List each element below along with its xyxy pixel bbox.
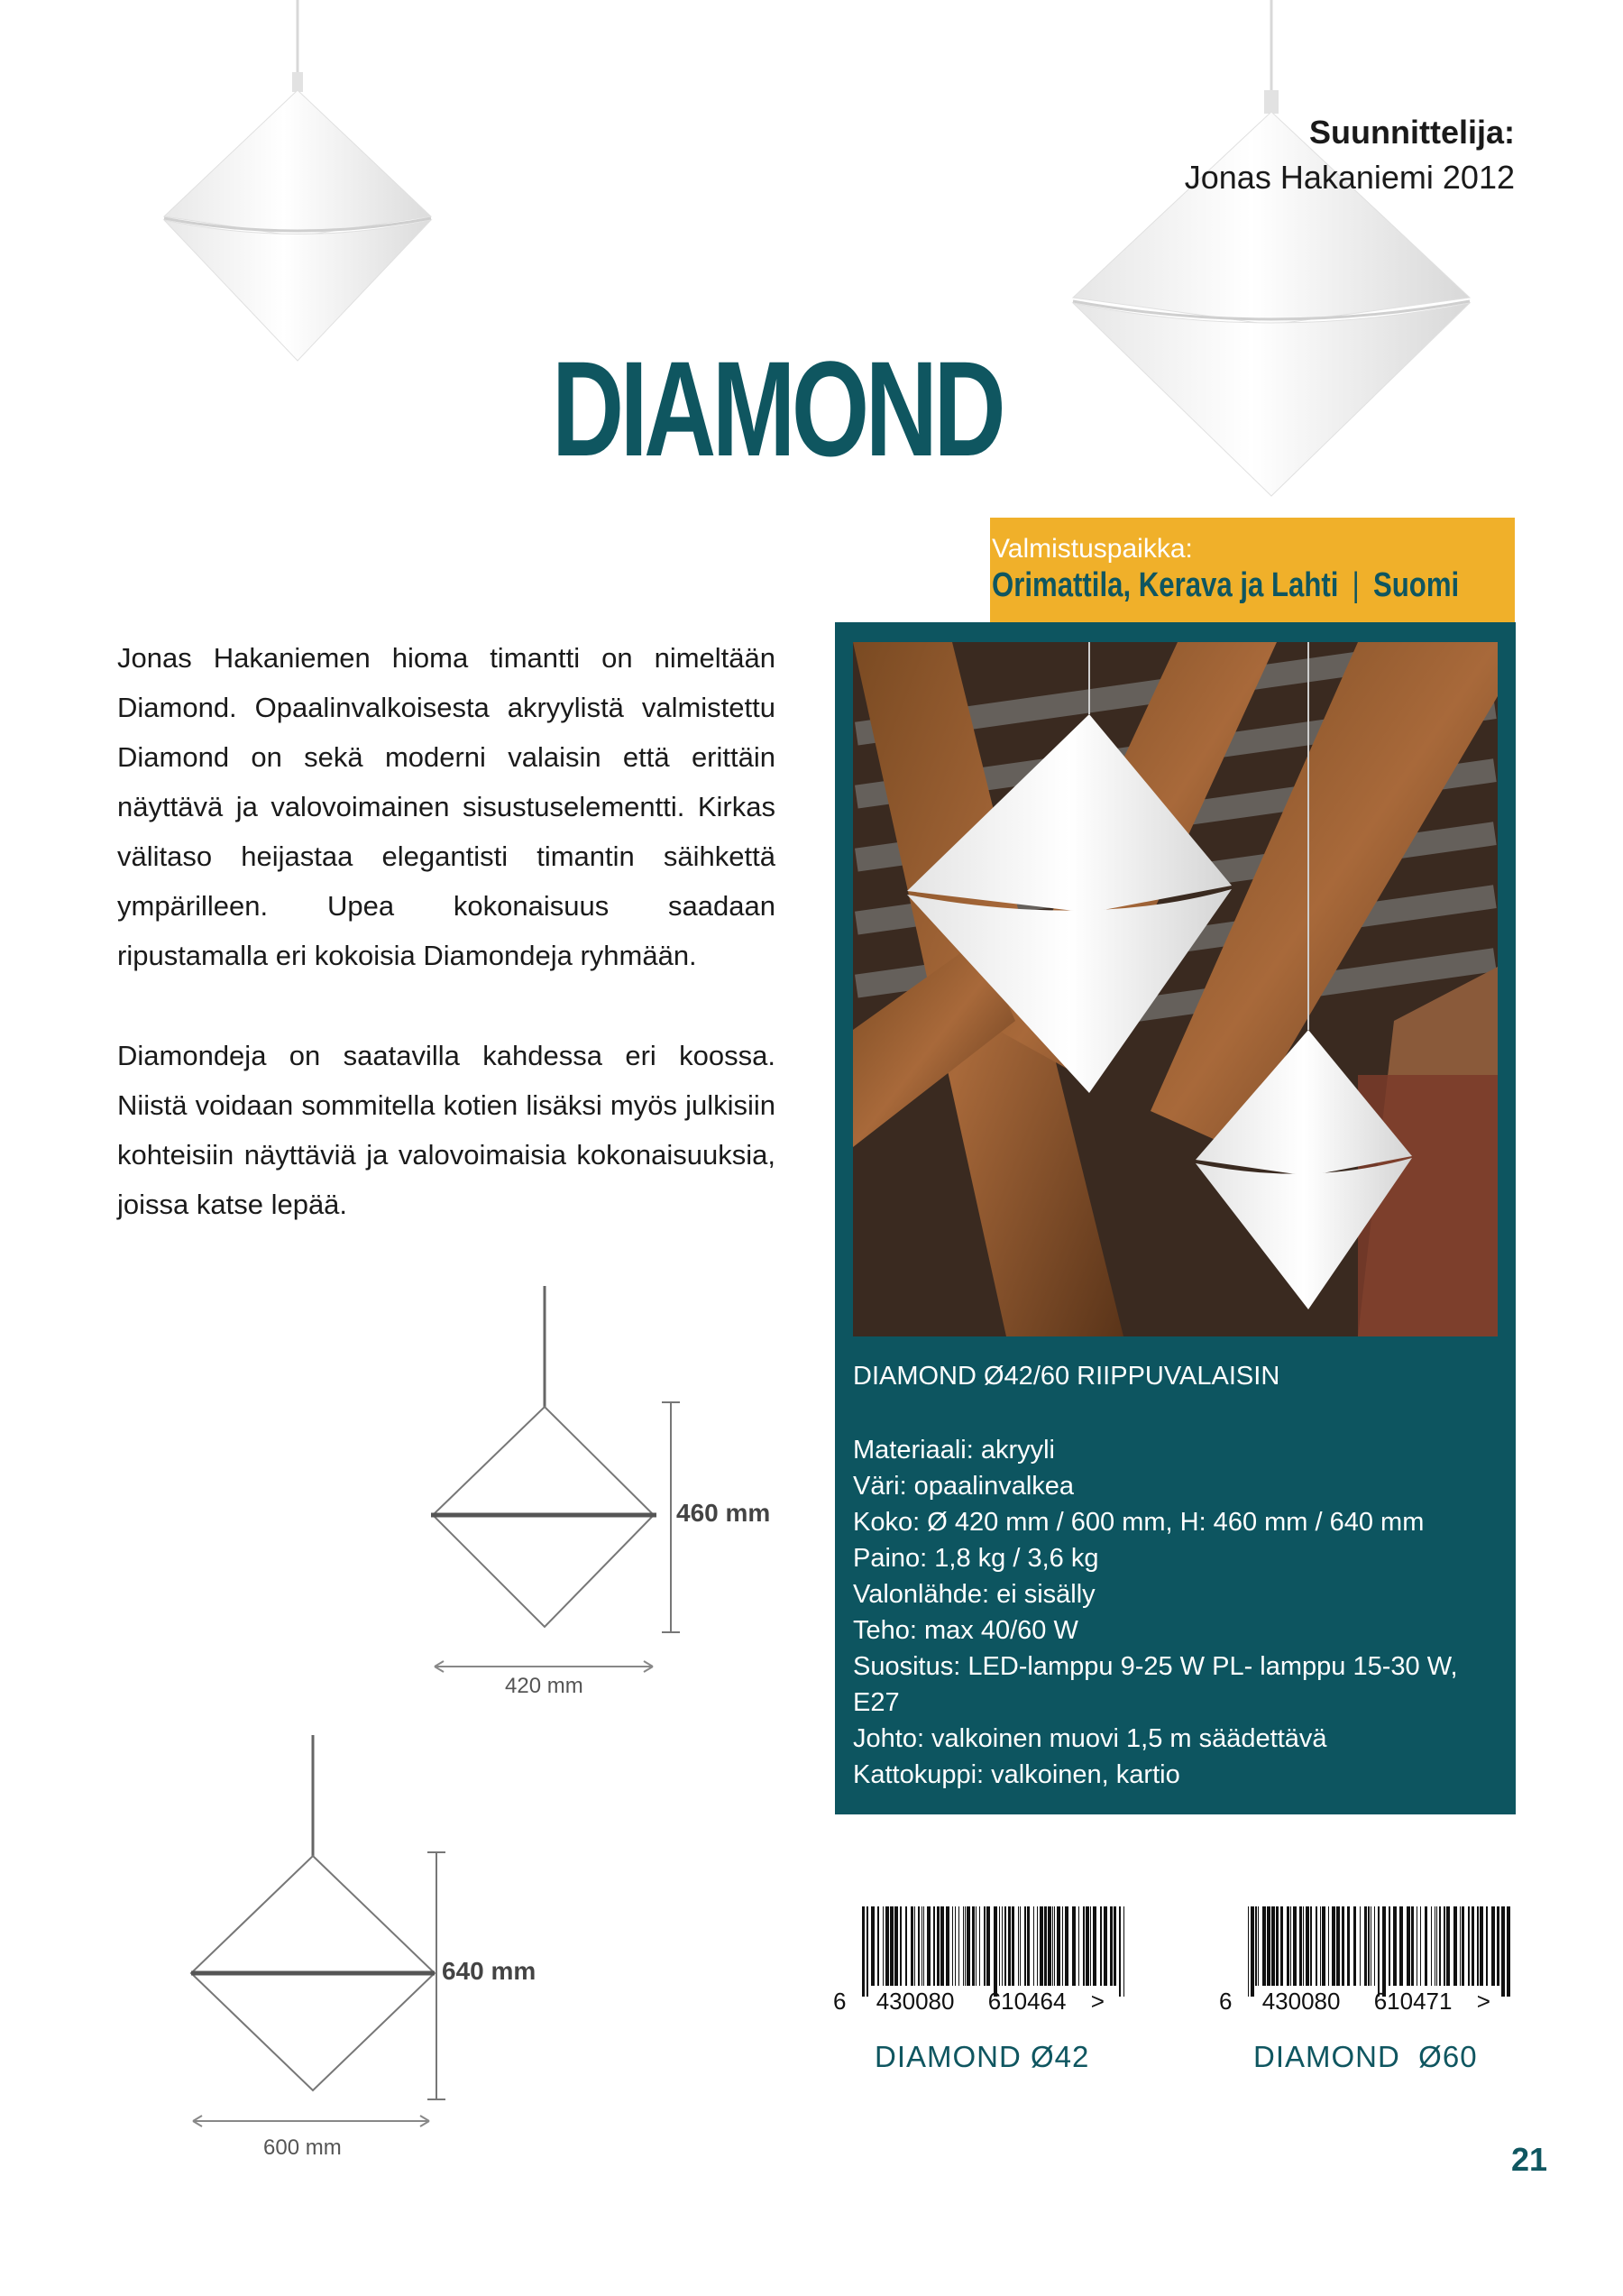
barcode-bar	[1287, 1906, 1289, 1986]
barcode-bar	[1037, 1906, 1038, 1986]
barcode-1-group2: 610464	[987, 1988, 1067, 2015]
barcode-bar	[940, 1906, 944, 1986]
barcode-bar	[1347, 1906, 1350, 1986]
barcode-bar	[883, 1906, 884, 1986]
barcode-bar	[963, 1906, 964, 1986]
barcode-1-tail: >	[1090, 1988, 1105, 2015]
barcode-bar	[890, 1906, 894, 1986]
barcode-bar	[1083, 1906, 1085, 1986]
barcode-bar	[1378, 1906, 1380, 1997]
barcode-bar	[927, 1906, 931, 1986]
dimension-diagram-large	[189, 1731, 460, 2101]
barcode-bar	[1477, 1906, 1479, 1986]
barcode-bar	[955, 1906, 956, 1986]
spec-item: Väri: opaalinvalkea	[853, 1472, 1075, 1501]
barcode-bar	[933, 1906, 935, 1986]
barcode-bar	[999, 1906, 1000, 1986]
barcode-bar	[1290, 1906, 1291, 1986]
designer-name: Jonas Hakaniemi 2012	[1184, 159, 1515, 196]
spec-item: Kattokuppi: valkoinen, kartio	[853, 1760, 1180, 1789]
barcode-bar	[877, 1906, 879, 1986]
width-label-small: 420 mm	[505, 1674, 583, 1698]
barcode-bar	[867, 1906, 868, 1997]
barcode-bar	[1411, 1906, 1414, 1986]
barcode-bar	[979, 1906, 980, 1986]
barcode-bar	[1078, 1906, 1079, 1986]
barcode-1-number	[833, 1988, 1105, 2016]
barcode-bar	[1399, 1906, 1403, 1986]
barcode-bar	[1258, 1906, 1259, 1986]
barcode-bar	[1114, 1906, 1116, 1986]
barcode-bar	[1062, 1906, 1063, 1986]
dimension-diagram-small	[424, 1272, 802, 1650]
barcode-bar	[1262, 1906, 1266, 1986]
spec-item: Teho: max 40/60 W	[853, 1616, 1078, 1645]
barcode-bar	[1008, 1906, 1011, 1986]
barcode-bar	[1420, 1906, 1421, 1986]
barcode-bar	[946, 1906, 949, 1986]
product-code-2: DIAMOND Ø60	[1253, 2040, 1478, 2073]
barcode-bar	[1368, 1906, 1370, 1986]
barcode-bar	[885, 1906, 889, 1986]
barcode-1-group1: 430080	[876, 1988, 955, 2015]
barcode-bar	[1393, 1906, 1397, 1986]
barcode-bar	[1044, 1906, 1047, 1986]
barcode-bar	[1057, 1906, 1060, 1986]
barcode-bar	[1303, 1906, 1304, 1986]
barcode-2-group1: 430080	[1261, 1988, 1341, 2015]
barcode-bar	[1444, 1906, 1445, 1986]
barcode-bar	[1332, 1906, 1335, 1986]
origin-label: Valmistuspaikka:	[992, 534, 1193, 564]
barcode-bar	[1374, 1906, 1375, 1986]
barcode-2-bars	[1248, 1906, 1510, 1997]
barcode-bar	[871, 1906, 875, 1986]
barcode-bar	[1316, 1906, 1317, 1986]
barcode-bar	[1052, 1906, 1053, 1986]
hanging-lamp-small-image	[144, 0, 451, 379]
barcode-bar	[1486, 1906, 1488, 1986]
barcode-bar	[1012, 1906, 1014, 1986]
barcode-1-bars	[862, 1906, 1124, 1997]
barcode-bar	[923, 1906, 924, 1986]
barcode-bar	[1382, 1906, 1386, 1997]
barcode-bar	[1320, 1906, 1321, 1986]
barcode-bar	[986, 1906, 990, 1986]
barcode-bar	[1040, 1906, 1043, 1986]
barcode-bar	[1322, 1906, 1325, 1986]
barcode-bar	[1004, 1906, 1006, 1986]
height-label-large: 640 mm	[442, 1957, 536, 1985]
origin-separator: |	[1352, 566, 1360, 604]
barcode-bar	[1110, 1906, 1113, 1986]
barcode-bar	[965, 1906, 966, 1986]
barcode-bar	[1065, 1906, 1068, 1986]
barcode-bar	[984, 1906, 986, 1986]
barcode-bar	[976, 1906, 977, 1986]
barcode-bar	[1342, 1906, 1344, 1986]
barcode-bar	[972, 1906, 975, 1986]
barcode-2-number	[1219, 1988, 1490, 2016]
barcode-bar	[1360, 1906, 1361, 1986]
barcode-bar	[1267, 1906, 1270, 1986]
barcode-bar	[1033, 1906, 1034, 1986]
barcode-bar	[1407, 1906, 1410, 1986]
barcode-bar	[1119, 1906, 1121, 1997]
barcode-bar	[1328, 1906, 1329, 1986]
barcode-bar	[967, 1906, 970, 1986]
barcode-bar	[1310, 1906, 1312, 1986]
barcode-bar	[1439, 1906, 1441, 1986]
page-number: 21	[1511, 2141, 1548, 2178]
width-arrow-small	[431, 1658, 656, 1676]
barcode-bar	[1501, 1906, 1505, 1997]
barcode-bar	[900, 1906, 902, 1986]
barcode-bar	[1248, 1906, 1249, 1997]
product-code-1: DIAMOND Ø42	[875, 2040, 1090, 2073]
barcode-bar	[952, 1906, 953, 1986]
barcode-bar	[1054, 1906, 1055, 1986]
barcode-bar	[1255, 1906, 1257, 1986]
hanging-lamp-large-image	[1064, 0, 1479, 505]
barcode-bar	[1389, 1906, 1390, 1986]
barcode-bar	[1086, 1906, 1089, 1986]
spec-list	[853, 1432, 1498, 1793]
barcode-bar	[994, 1906, 997, 1997]
barcode-bar	[1353, 1906, 1356, 1986]
barcode-2-group2: 610471	[1373, 1988, 1453, 2015]
origin-cities: Orimattila, Kerava ja Lahti	[992, 566, 1339, 604]
barcode-bar	[1020, 1906, 1021, 1986]
page-title: DIAMOND	[552, 333, 1003, 484]
barcode-bar	[1018, 1906, 1019, 1986]
barcode-bar	[1460, 1906, 1461, 1986]
barcode-2	[1244, 1906, 1515, 1997]
barcode-bar	[958, 1906, 959, 1986]
barcode-bar	[1024, 1906, 1026, 1986]
barcode-bar	[1072, 1906, 1076, 1986]
barcode-bar	[1364, 1906, 1367, 1986]
barcode-bar	[1093, 1906, 1096, 1986]
barcode-bar	[1472, 1906, 1474, 1986]
width-arrow-large	[189, 2112, 433, 2130]
attic-photo-illustration	[853, 642, 1498, 1336]
barcode-bar	[1480, 1906, 1483, 1986]
barcode-bar	[1251, 1906, 1254, 1997]
barcode-bar	[1271, 1906, 1275, 1986]
origin-value	[992, 566, 1459, 605]
barcode-bar	[1002, 1906, 1003, 1986]
barcode-bar	[1497, 1906, 1499, 1986]
height-label-small: 460 mm	[676, 1499, 771, 1527]
spec-item: Valonlähde: ei sisälly	[853, 1580, 1096, 1609]
spec-heading: DIAMOND Ø42/60 RIIPPUVALAISIN	[853, 1362, 1280, 1391]
barcode-bar	[1293, 1906, 1297, 1986]
barcode-bar	[905, 1906, 907, 1986]
barcode-bar	[1027, 1906, 1030, 1986]
barcode-bar	[1453, 1906, 1457, 1986]
barcode-bar	[1468, 1906, 1470, 1986]
barcode-bar	[1336, 1906, 1340, 1986]
spec-item: Materiaali: akryyli	[853, 1436, 1055, 1465]
spec-item: Suositus: LED-lamppu 9-25 W PL- lamppu 15-30 W, E27	[853, 1652, 1458, 1717]
barcode-2-tail: >	[1476, 1988, 1490, 2015]
spec-item: Koko: Ø 420 mm / 600 mm, H: 460 mm / 640 mm	[853, 1508, 1425, 1537]
designer-label: Suunnittelija:	[1309, 114, 1515, 151]
spec-item: Johto: valkoinen muovi 1,5 m säädettävä	[853, 1724, 1327, 1753]
lamp-photo	[853, 642, 1498, 1336]
barcode-bar	[1462, 1906, 1464, 1986]
barcode-bar	[1306, 1906, 1309, 1986]
barcode-bar	[911, 1906, 913, 1986]
barcode-bar	[894, 1906, 898, 1986]
barcode-1-lead: 6	[833, 1988, 847, 2015]
barcode-bar	[918, 1906, 920, 1986]
barcode-bar	[1048, 1906, 1051, 1986]
description-paragraph-2: Diamondeja on saatavilla kahdessa eri koossa. Niistä voidaan sommitella kotien lisäksi myös julkisiin kohteisiin näyttäviä ja valovoimaisia kokonaisuuksia, joissa katse lepää.	[117, 1040, 775, 1220]
barcode-bar	[1425, 1906, 1427, 1986]
barcode-bar	[1436, 1906, 1437, 1986]
barcode-bar	[1090, 1906, 1091, 1986]
barcode-bar	[1123, 1906, 1124, 1997]
width-label-large: 600 mm	[263, 2135, 342, 2160]
barcode-bar	[1431, 1906, 1432, 1986]
barcode-1	[858, 1906, 1129, 1997]
barcode-2-lead: 6	[1219, 1988, 1233, 2015]
barcode-bar	[1446, 1906, 1450, 1986]
barcode-bar	[1104, 1906, 1107, 1986]
barcode-bar	[1276, 1906, 1279, 1986]
barcode-bar	[1507, 1906, 1510, 1997]
barcode-bar	[1280, 1906, 1283, 1986]
spec-item: Paino: 1,8 kg / 3,6 kg	[853, 1544, 1099, 1573]
description-paragraph-1: Jonas Hakaniemen hioma timantti on nimeltään Diamond. Opaalinvalkoisesta akryylistä valmistettu Diamond on sekä moderni valaisin että erittäin näyttävä ja valovoimainen sisustuselementti. Kirkas välitaso heijastaa elegantisti timantin säihkettä ympärilleen. Upea kokonaisuus saadaan ripustamalla eri kokoisia Diamondeja ryhmään.	[117, 642, 775, 971]
barcode-bar	[862, 1906, 865, 1997]
barcode-bar	[937, 1906, 940, 1986]
barcode-bar	[1491, 1906, 1495, 1986]
origin-country: Suomi	[1372, 566, 1460, 604]
barcode-bar	[914, 1906, 915, 1986]
barcode-bar	[1100, 1906, 1102, 1986]
barcode-bar	[1299, 1906, 1302, 1986]
